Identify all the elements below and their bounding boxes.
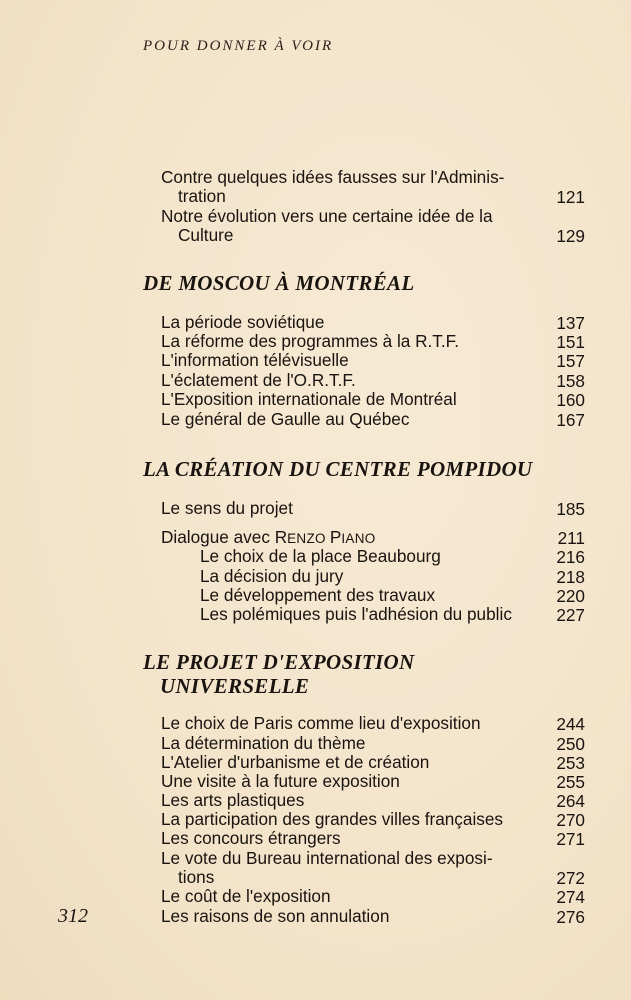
toc-entry-text: Le vote du Bureau international des exposi- — [161, 848, 493, 868]
page-number: 312 — [58, 905, 88, 927]
toc-page-number: 276 — [556, 907, 585, 927]
toc-page-number: 129 — [556, 226, 585, 246]
toc-entry: L'Exposition internationale de Montréal — [161, 389, 457, 409]
toc-page-number: 167 — [556, 410, 585, 430]
toc-page-number: 253 — [556, 753, 585, 773]
section-title: DE MOSCOU À MONTRÉAL — [143, 271, 415, 295]
toc-entry-text: tration — [178, 186, 226, 206]
toc-entry-text: Notre évolution vers une certaine idée de la — [161, 206, 493, 226]
toc-subentry: Les polémiques puis l'adhésion du public — [200, 604, 512, 624]
toc-entry: Une visite à la future exposition — [161, 771, 400, 791]
toc-entry: Les arts plastiques — [161, 790, 305, 810]
toc-page-number: 270 — [556, 810, 585, 830]
section-title: LA CRÉATION DU CENTRE POMPIDOU — [143, 457, 533, 481]
toc-entry-text: Contre quelques idées fausses sur l'Adminis- — [161, 167, 505, 187]
toc-entry — [161, 849, 493, 868]
toc-page-number: 264 — [556, 791, 585, 811]
toc-page-number: 160 — [556, 390, 585, 410]
toc-entry: Le choix de Paris comme lieu d'exposition — [161, 713, 481, 733]
toc-page-number: 272 — [556, 868, 585, 888]
toc-entry-text: Culture — [178, 225, 234, 245]
toc-page-number: 227 — [556, 605, 585, 625]
toc-entry: Le coût de l'exposition — [161, 886, 331, 906]
toc-page-number: 185 — [556, 499, 585, 519]
author-name-smallcaps: IANO — [341, 531, 376, 546]
section-title-line: UNIVERSELLE — [160, 674, 310, 698]
toc-entry: La participation des grandes villes françaises — [161, 809, 504, 829]
author-name-smallcaps: ENZO — [287, 531, 330, 546]
author-initial: P — [329, 527, 342, 547]
toc-page-number: 244 — [556, 714, 585, 734]
toc-page-number: 157 — [556, 351, 585, 371]
toc-page-number: 211 — [557, 528, 585, 548]
toc-entry: Le général de Gaulle au Québec — [161, 409, 410, 429]
toc-entry: La détermination du thème — [161, 733, 366, 753]
toc-entry — [161, 207, 493, 226]
toc-page-number: 158 — [556, 371, 585, 391]
toc-page-number: 271 — [556, 829, 585, 849]
toc-page-number: 274 — [556, 887, 585, 907]
toc-entry: Le sens du projet — [161, 498, 293, 518]
toc-page-number: 151 — [556, 332, 585, 352]
toc-page-number: 216 — [556, 547, 585, 567]
toc-entry: L'éclatement de l'O.R.T.F. — [161, 370, 356, 390]
toc-entry: La période soviétique — [161, 312, 325, 332]
running-head: POUR DONNER À VOIR — [143, 38, 334, 54]
toc-entry-continuation — [178, 868, 214, 887]
toc-page-number: 137 — [556, 313, 585, 333]
toc-entry: Les raisons de son annulation — [161, 906, 390, 926]
toc-entry: L'Atelier d'urbanisme et de création — [161, 752, 430, 772]
toc-entry-continuation — [178, 187, 226, 206]
toc-page-number: 218 — [556, 567, 585, 587]
toc-entry-text: Dialogue avec — [161, 527, 275, 547]
toc-page-number: 250 — [556, 734, 585, 754]
toc-page-number: 255 — [556, 772, 585, 792]
toc-page-number: 220 — [556, 586, 585, 606]
section-title — [143, 650, 414, 698]
toc-entry — [161, 168, 504, 187]
toc-entry-text: tions — [178, 867, 215, 887]
toc-page-number: 121 — [556, 187, 585, 207]
toc-entry: La réforme des programmes à la R.T.F. — [161, 331, 460, 351]
section-title-line: LE PROJET D'EXPOSITION — [143, 650, 415, 674]
toc-entry-continuation — [178, 226, 233, 245]
toc-subentry: Le développement des travaux — [200, 585, 436, 605]
toc-entry: Les concours étrangers — [161, 828, 341, 848]
toc-subentry: Le choix de la place Beaubourg — [200, 546, 441, 566]
toc-subentry: La décision du jury — [200, 566, 344, 586]
toc-entry: L'information télévisuelle — [161, 350, 349, 370]
author-initial: R — [274, 527, 288, 547]
